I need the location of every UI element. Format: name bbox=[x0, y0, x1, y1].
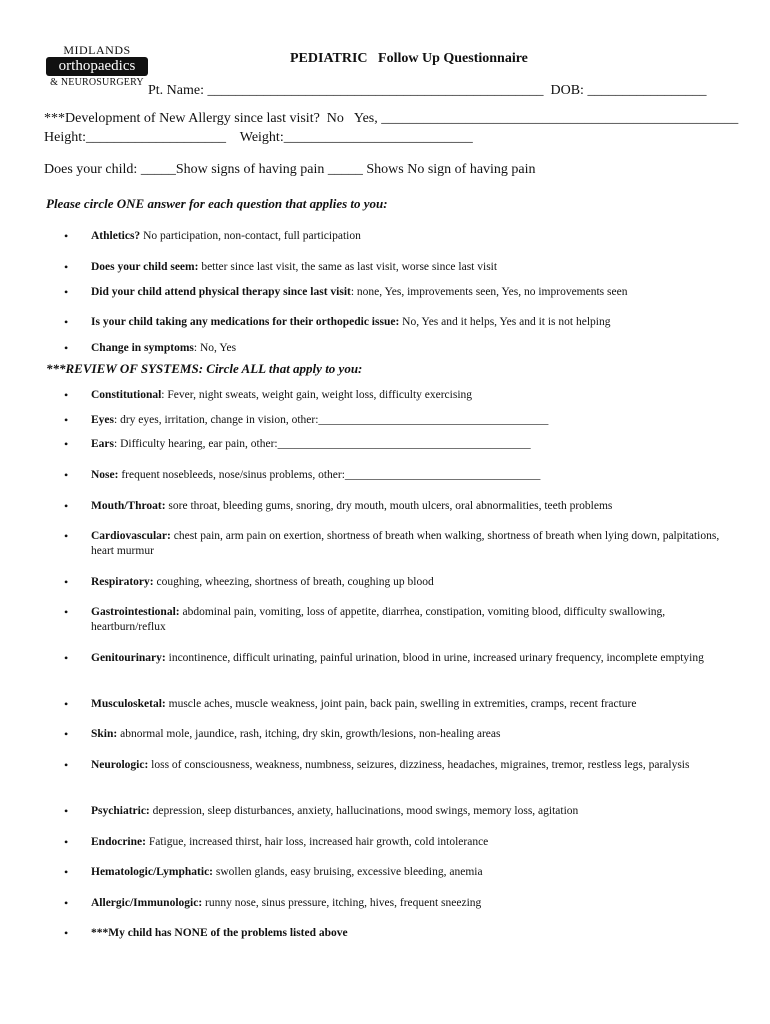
ros-constitutional[interactable] bbox=[91, 388, 731, 403]
bullet: • bbox=[64, 315, 69, 329]
question-options: No, Yes and it helps, Yes and it is not helping bbox=[399, 316, 611, 328]
ros-options: chest pain, arm pain on exertion, shortness of breath when walking, shortness of breath when lying down, palpitations, heart murmur bbox=[91, 530, 720, 557]
ros-label: Mouth/Throat: bbox=[91, 500, 166, 512]
logo-line-2: orthopaedics bbox=[46, 57, 148, 76]
form-title: PEDIATRIC Follow Up Questionnaire bbox=[290, 51, 528, 66]
ros-gastrointestinal[interactable] bbox=[91, 605, 731, 635]
ros-options: swollen glands, easy bruising, excessive bleeding, anemia bbox=[213, 866, 483, 878]
new-allergy-field[interactable]: ***Development of New Allergy since last visit? No Yes, ___________________________________________________ bbox=[44, 111, 739, 126]
ros-hematologic[interactable] bbox=[91, 865, 731, 880]
bullet: • bbox=[64, 651, 69, 665]
question-label: Does your child seem: bbox=[91, 261, 199, 273]
bullet: • bbox=[64, 229, 69, 243]
ros-genitourinary[interactable] bbox=[91, 651, 731, 666]
bullet: • bbox=[64, 697, 69, 711]
ros-cardiovascular[interactable] bbox=[91, 529, 731, 559]
ros-nose[interactable] bbox=[91, 468, 731, 483]
ros-eyes[interactable] bbox=[91, 413, 731, 428]
bullet: • bbox=[64, 758, 69, 772]
bullet: • bbox=[64, 260, 69, 274]
ros-label: Ears bbox=[91, 438, 114, 450]
bullet: • bbox=[64, 804, 69, 818]
ros-options: : Fever, night sweats, weight gain, weight loss, difficulty exercising bbox=[161, 389, 473, 401]
question-physical-therapy[interactable] bbox=[91, 285, 731, 300]
ros-label: Endocrine: bbox=[91, 836, 146, 848]
ros-label: ***My child has NONE of the problems listed above bbox=[91, 927, 348, 939]
ros-options: incontinence, difficult urinating, painful urination, blood in urine, increased urinary frequency, incomplete emptying bbox=[165, 652, 704, 664]
ros-ears[interactable] bbox=[91, 437, 731, 452]
bullet: • bbox=[64, 605, 69, 619]
patient-name-dob-field[interactable]: Pt. Name: ________________________________________________ DOB: _________________ bbox=[148, 83, 707, 98]
ros-respiratory[interactable] bbox=[91, 575, 731, 590]
ros-label: Cardiovascular: bbox=[91, 530, 171, 542]
instruction-review-of-systems: ***REVIEW OF SYSTEMS: Circle ALL that apply to you: bbox=[46, 361, 363, 376]
ros-label: Skin: bbox=[91, 728, 118, 740]
ros-options: : dry eyes, irritation, change in vision, other:________________________________________ bbox=[114, 414, 549, 426]
ros-label: Genitourinary: bbox=[91, 652, 166, 664]
ros-options: frequent nosebleeds, nose/sinus problems, other:__________________________________ bbox=[118, 469, 541, 481]
bullet: • bbox=[64, 835, 69, 849]
question-label: Change in symptoms bbox=[91, 342, 194, 354]
instruction-circle-one: Please circle ONE answer for each question that applies to you: bbox=[46, 196, 388, 211]
question-medications[interactable] bbox=[91, 315, 731, 330]
bullet: • bbox=[64, 388, 69, 402]
bullet: • bbox=[64, 437, 69, 451]
ros-options: sore throat, bleeding gums, snoring, dry mouth, mouth ulcers, oral abnormalities, teeth problems bbox=[165, 500, 613, 512]
ros-label: Musculosketal: bbox=[91, 698, 166, 710]
ros-endocrine[interactable] bbox=[91, 835, 731, 850]
ros-psychiatric[interactable] bbox=[91, 804, 731, 819]
logo-line-3: & NEUROSURGERY bbox=[50, 77, 144, 88]
bullet: • bbox=[64, 529, 69, 543]
bullet: • bbox=[64, 865, 69, 879]
ros-options: coughing, wheezing, shortness of breath, coughing up blood bbox=[153, 576, 434, 588]
question-label: Did your child attend physical therapy since last visit bbox=[91, 286, 351, 298]
ros-options: abnormal mole, jaundice, rash, itching, dry skin, growth/lesions, non-healing areas bbox=[117, 728, 501, 740]
question-athletics[interactable] bbox=[91, 229, 731, 244]
bullet: • bbox=[64, 575, 69, 589]
pain-signs-field[interactable]: Does your child: _____Show signs of having pain _____ Shows No sign of having pain bbox=[44, 162, 536, 177]
bullet: • bbox=[64, 341, 69, 355]
ros-label: Allergic/Immunologic: bbox=[91, 897, 203, 909]
ros-allergic[interactable] bbox=[91, 896, 731, 911]
ros-label: Gastrointestional: bbox=[91, 606, 180, 618]
ros-options: muscle aches, muscle weakness, joint pain, back pain, swelling in extremities, cramps, recent fracture bbox=[165, 698, 637, 710]
question-options: : No, Yes bbox=[193, 342, 237, 354]
ros-label: Psychiatric: bbox=[91, 805, 150, 817]
bullet: • bbox=[64, 413, 69, 427]
ros-label: Constitutional bbox=[91, 389, 162, 401]
question-options: better since last visit, the same as last visit, worse since last visit bbox=[198, 261, 498, 273]
question-options: : none, Yes, improvements seen, Yes, no improvements seen bbox=[350, 286, 628, 298]
ros-skin[interactable] bbox=[91, 727, 731, 742]
bullet: • bbox=[64, 468, 69, 482]
ros-label: Hematologic/Lymphatic: bbox=[91, 866, 214, 878]
ros-options: loss of consciousness, weakness, numbness, seizures, dizziness, headaches, migraines, tremor, restless legs, paralysis bbox=[148, 759, 690, 771]
question-label: Is your child taking any medications for their orthopedic issue: bbox=[91, 316, 400, 328]
question-child-seem[interactable] bbox=[91, 260, 731, 275]
ros-neurologic[interactable] bbox=[91, 758, 731, 773]
ros-label: Eyes bbox=[91, 414, 114, 426]
question-change-symptoms[interactable] bbox=[91, 341, 731, 356]
ros-label: Nose: bbox=[91, 469, 119, 481]
height-weight-field[interactable]: Height:____________________ Weight:___________________________ bbox=[44, 130, 473, 145]
bullet: • bbox=[64, 926, 69, 940]
logo-line-1: MIDLANDS bbox=[63, 43, 131, 57]
practice-logo bbox=[44, 44, 150, 94]
ros-options: runny nose, sinus pressure, itching, hives, frequent sneezing bbox=[202, 897, 482, 909]
ros-label: Neurologic: bbox=[91, 759, 149, 771]
ros-options: Fatigue, increased thirst, hair loss, increased hair growth, cold intolerance bbox=[145, 836, 489, 848]
ros-mouth-throat[interactable] bbox=[91, 499, 731, 514]
ros-none[interactable] bbox=[91, 926, 731, 941]
bullet: • bbox=[64, 727, 69, 741]
bullet: • bbox=[64, 896, 69, 910]
ros-musculoskeletal[interactable] bbox=[91, 697, 731, 712]
bullet: • bbox=[64, 499, 69, 513]
question-label: Athletics? bbox=[91, 230, 141, 242]
ros-options: depression, sleep disturbances, anxiety, hallucinations, mood swings, memory loss, agitation bbox=[149, 805, 579, 817]
question-options: No participation, non-contact, full participation bbox=[140, 230, 361, 242]
ros-label: Respiratory: bbox=[91, 576, 154, 588]
bullet: • bbox=[64, 285, 69, 299]
ros-options: abdominal pain, vomiting, loss of appetite, diarrhea, constipation, vomiting blood, difficulty swallowing, heartburn/reflux bbox=[91, 606, 666, 633]
ros-options: : Difficulty hearing, ear pain, other:____________________________________________ bbox=[114, 438, 531, 450]
